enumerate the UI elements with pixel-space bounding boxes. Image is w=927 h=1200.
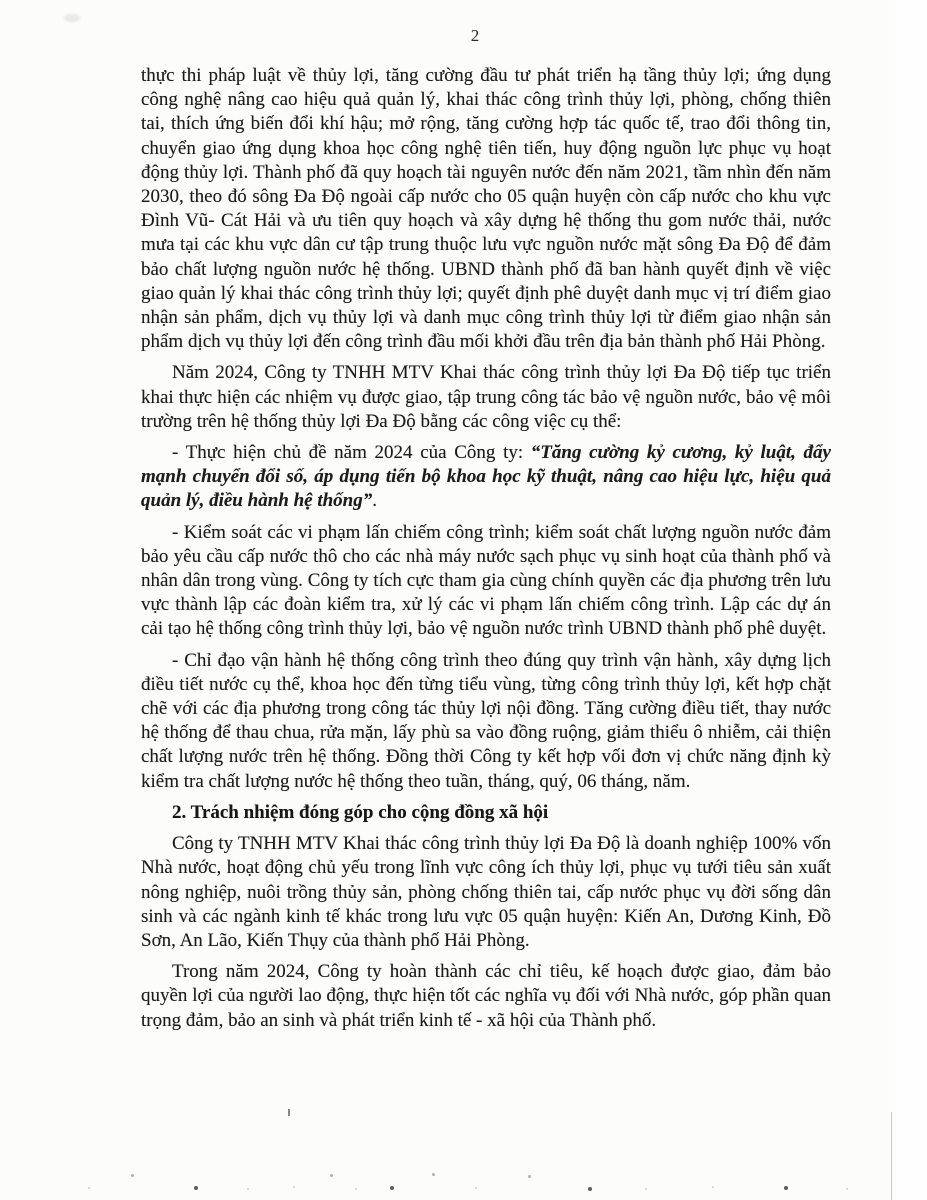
scan-speck xyxy=(784,1186,788,1190)
body-paragraph-continued: thực thi pháp luật về thủy lợi, tăng cường đầu tư phát triển hạ tầng thủy lợi; ứng dụng công nghệ nâng cao hiệu quả quản lý, khai thác công trình thủy lợi, phòng, chống thiên tai, thích ứng biến đổi khí hậu; mở rộng, tăng cường hợp tác quốc tế, trao đổi thông tin, chuyển giao ứng dụng khoa học công nghệ tiên tiến, huy động nguồn lực phục vụ hoạt động thủy lợi. Thành phố đã quy hoạch tài nguyên nước đến năm 2021, tầm nhìn đến năm 2030, theo đó sông Đa Độ ngoài cấp nước cho 05 quận huyện còn cấp nước cho khu vực Đình Vũ- Cát Hải và ưu tiên quy hoạch và xây dựng hệ thống thu gom nước thải, nước mưa tại các khu vực dân cư tập trung thuộc lưu vực nguồn nước mặt sông Đa Độ để đảm bảo chất lượng nguồn nước hệ thống. UBND thành phố đã ban hành quyết định về việc giao quản lý khai thác công trình thủy lợi; quyết định phê duyệt danh mục vị trí điểm giao nhận sản phẩm, dịch vụ thủy lợi và danh mục công trình thủy lợi từ điểm giao nhận sản phẩm dịch vụ thủy lợi đến công trình đầu mối khởi đầu trên địa bản thành phố Hải Phòng. xyxy=(141,65,831,353)
scan-speck xyxy=(712,1186,714,1188)
scan-speck xyxy=(528,1175,531,1178)
page-number: 2 xyxy=(470,26,480,45)
paragraph-theme-intro: - Thực hiện chủ đề năm 2024 của Công ty: xyxy=(172,442,531,464)
scan-speck xyxy=(355,1188,357,1190)
section-heading-2: 2. Trách nhiệm đóng góp cho cộng đồng xã hội xyxy=(172,801,549,823)
scan-speck xyxy=(432,1173,435,1176)
scan-tick xyxy=(288,1109,290,1116)
scan-speck xyxy=(330,1174,333,1177)
scan-smudge xyxy=(64,14,80,22)
body-paragraph-operation-direction: - Chỉ đạo vận hành hệ thống công trình theo đúng quy trình vận hành, xây dựng lịch điều tiết nước cụ thể, khoa học đến từng tiểu vùng, từng công trình thủy lợi, kết hợp chặt chẽ với các địa phương trong công tác thủy lợi nội đồng. Tăng cường điều tiết, thay nước hệ thống để thau chua, rửa mặn, lấy phù sa vào đồng ruộng, giảm thiểu ô nhiễm, cải thiện chất lượng nước trên hệ thống. Đồng thời Công ty kết hợp vối đơn vị chức năng định kỳ kiểm tra chất lượng nước hệ thống theo tuần, tháng, quý, 06 tháng, năm. xyxy=(141,649,831,792)
scan-speck xyxy=(475,1187,477,1189)
body-paragraph-company-overview: Công ty TNHH MTV Khai thác công trình thủy lợi Đa Độ là doanh nghiệp 100% vốn Nhà nước, hoạt động chủ yếu trong lĩnh vực công ích thủy lợi, phục vụ tưới tiêu sản xuất nông nghiệp, nuôi trồng thủy sản, phòng chống thiên tai, cấp nước phục vụ đời sống dân sinh và các ngành kinh tế khác trong lưu vực 05 quận huyện: Kiến An, Dương Kinh, Đồ Sơn, An Lão, Kiến Thụy của thành phố Hải Phòng. xyxy=(141,833,831,951)
scan-speck xyxy=(247,1188,249,1190)
scan-speck xyxy=(88,1187,90,1189)
scan-edge-line xyxy=(891,1112,892,1200)
scan-speck xyxy=(645,1188,647,1190)
paragraph-theme-end: . xyxy=(372,490,377,512)
document-body xyxy=(141,64,831,1033)
paragraph-theme-quote: “Tăng cường kỷ cương, kỷ luật, đẩy mạnh chuyển đổi số, áp dụng tiến bộ khoa học kỹ thuật, nâng cao hiệu lực, hiệu quả quản lý, điều hành hệ thống” xyxy=(141,442,831,512)
scan-speck xyxy=(588,1187,592,1191)
scan-speck xyxy=(293,1186,295,1188)
scan-speck xyxy=(390,1186,394,1190)
body-paragraph-theme-2024 xyxy=(141,441,831,514)
scan-speck xyxy=(846,1188,848,1190)
scan-speck xyxy=(131,1174,134,1177)
body-paragraph-year-2024-tasks: Năm 2024, Công ty TNHH MTV Khai thác công trình thủy lợi Đa Độ tiếp tục triển khai thực hiện các nhiệm vụ được giao, tập trung công tác bảo vệ nguồn nước, bảo vệ môi trường trên hệ thống thủy lợi Đa Độ bằng các công việc cụ thể: xyxy=(141,362,831,432)
body-paragraph-control-violations: - Kiểm soát các vi phạm lấn chiếm công trình; kiểm soát chất lượng nguồn nước đảm bảo yêu cầu cấp nước thô cho các nhà máy nước sạch phục vụ sinh hoạt của thành phố và nhân dân trong vùng. Công ty tích cực tham gia cùng chính quyền các địa phương trên lưu vực thành lập các đoàn kiểm tra, xử lý các vi phạm lấn chiếm công trình. Lập các dự án cải tạo hệ thống công trình thủy lợi, bảo vệ nguồn nước trình UBND thành phố phê duyệt. xyxy=(141,521,831,640)
body-paragraph-2024-results: Trong năm 2024, Công ty hoàn thành các chỉ tiêu, kế hoạch được giao, đảm bảo quyền lợi của người lao động, thực hiện tốt các nghĩa vụ đối với Nhà nước, góp phần quan trọng đảm, bảo an sinh và phát triển kinh tế - xã hội của Thành phố. xyxy=(141,961,831,1031)
scan-speck xyxy=(194,1186,198,1190)
